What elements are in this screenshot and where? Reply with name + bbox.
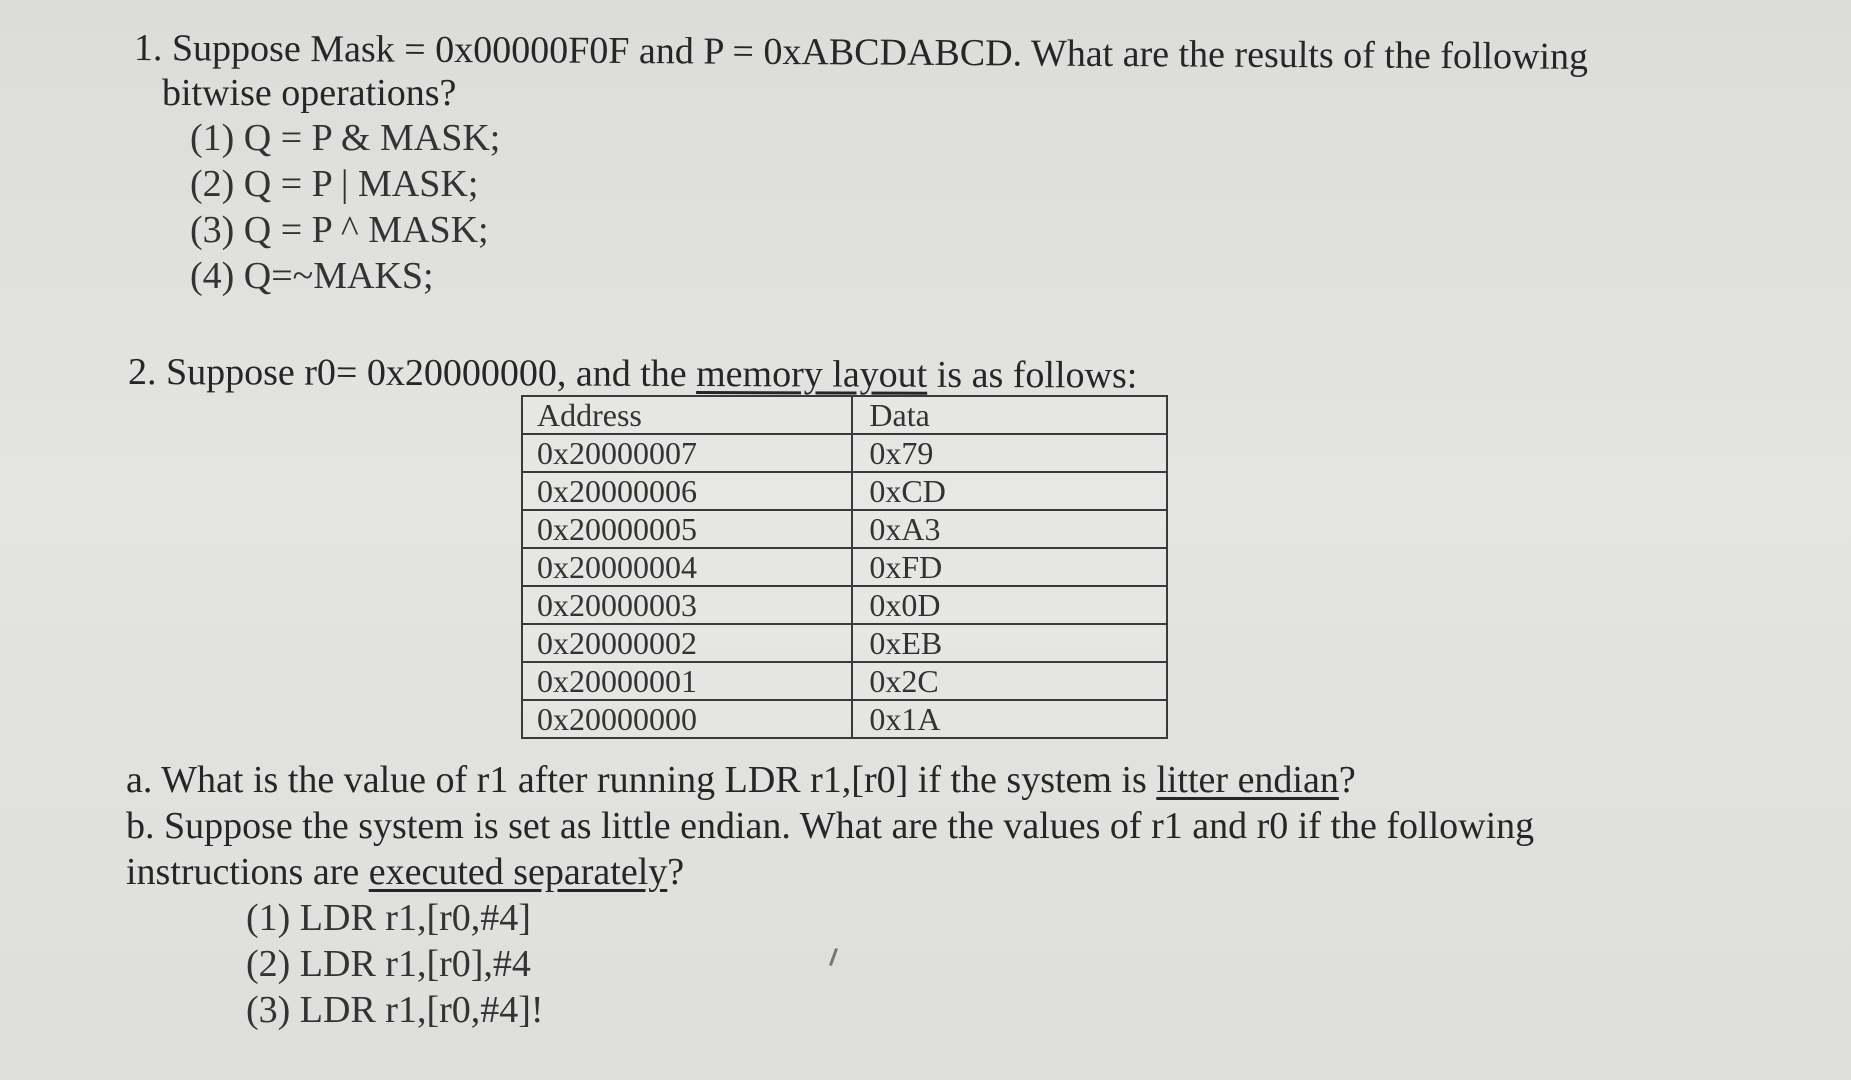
- instruction-2: (2) LDR r1,[r0],#4: [246, 943, 531, 985]
- data-cell: 0x1A: [852, 700, 1167, 738]
- question-1-item-4: (4) Q=~MAKS;: [190, 255, 434, 297]
- question-2-intro-underlined: memory layout: [696, 352, 928, 396]
- part-b-line-2-start: instructions are: [126, 851, 369, 893]
- address-cell: 0x20000007: [522, 434, 852, 472]
- table-row: [522, 662, 1167, 700]
- table-row: [522, 434, 1167, 472]
- address-cell: 0x20000004: [522, 548, 852, 586]
- question-1-item-1: (1) Q = P & MASK;: [190, 117, 501, 159]
- pen-mark: [829, 948, 838, 966]
- question-2-part-b-line-2: [126, 850, 684, 894]
- table-row: [522, 700, 1167, 738]
- header-data: Data: [852, 396, 1167, 434]
- data-cell: 0xA3: [852, 510, 1167, 548]
- question-1-item-3: (3) Q = P ^ MASK;: [190, 209, 489, 251]
- question-2-intro-end: is as follows:: [927, 353, 1138, 397]
- data-cell: 0x79: [852, 434, 1167, 472]
- header-address: Address: [522, 396, 852, 434]
- question-2-part-a: [126, 758, 1356, 802]
- part-a-underlined: litter endian: [1156, 759, 1339, 801]
- table-row: [522, 624, 1167, 662]
- question-1-line-2: bitwise operations?: [162, 72, 457, 114]
- question-1-item-2: (2) Q = P | MASK;: [190, 163, 479, 205]
- memory-layout-table: [521, 395, 1168, 739]
- table-row: [522, 510, 1167, 548]
- table-row: [522, 586, 1167, 624]
- part-b-line-2-end: ?: [667, 851, 685, 893]
- table-row: [522, 548, 1167, 586]
- address-cell: 0x20000002: [522, 624, 852, 662]
- instruction-3: (3) LDR r1,[r0,#4]!: [246, 989, 544, 1031]
- address-cell: 0x20000005: [522, 510, 852, 548]
- address-cell: 0x20000001: [522, 662, 852, 700]
- part-a-start: a. What is the value of r1 after running LDR r1,[r0] if the system is: [126, 759, 1157, 801]
- data-cell: 0xFD: [852, 548, 1167, 586]
- address-cell: 0x20000003: [522, 586, 852, 624]
- address-cell: 0x20000006: [522, 472, 852, 510]
- data-cell: 0x0D: [852, 586, 1167, 624]
- data-cell: 0x2C: [852, 662, 1167, 700]
- part-b-line-2-underlined: executed separately: [368, 851, 668, 893]
- table-row: [522, 472, 1167, 510]
- part-a-end: ?: [1338, 759, 1356, 801]
- table-header-row: [522, 396, 1167, 434]
- question-2-intro-start: 2. Suppose r0= 0x20000000, and the: [127, 351, 697, 395]
- data-cell: 0xEB: [852, 624, 1167, 662]
- question-1-line-1: 1. Suppose Mask = 0x00000F0F and P = 0xABCDABCD. What are the results of the following: [133, 27, 1589, 78]
- data-cell: 0xCD: [852, 472, 1167, 510]
- instruction-1: (1) LDR r1,[r0,#4]: [246, 897, 531, 939]
- question-2-part-b-line-1: b. Suppose the system is set as little endian. What are the values of r1 and r0 if the following: [126, 805, 1535, 847]
- address-cell: 0x20000000: [522, 700, 852, 738]
- question-2-intro: [128, 350, 1138, 398]
